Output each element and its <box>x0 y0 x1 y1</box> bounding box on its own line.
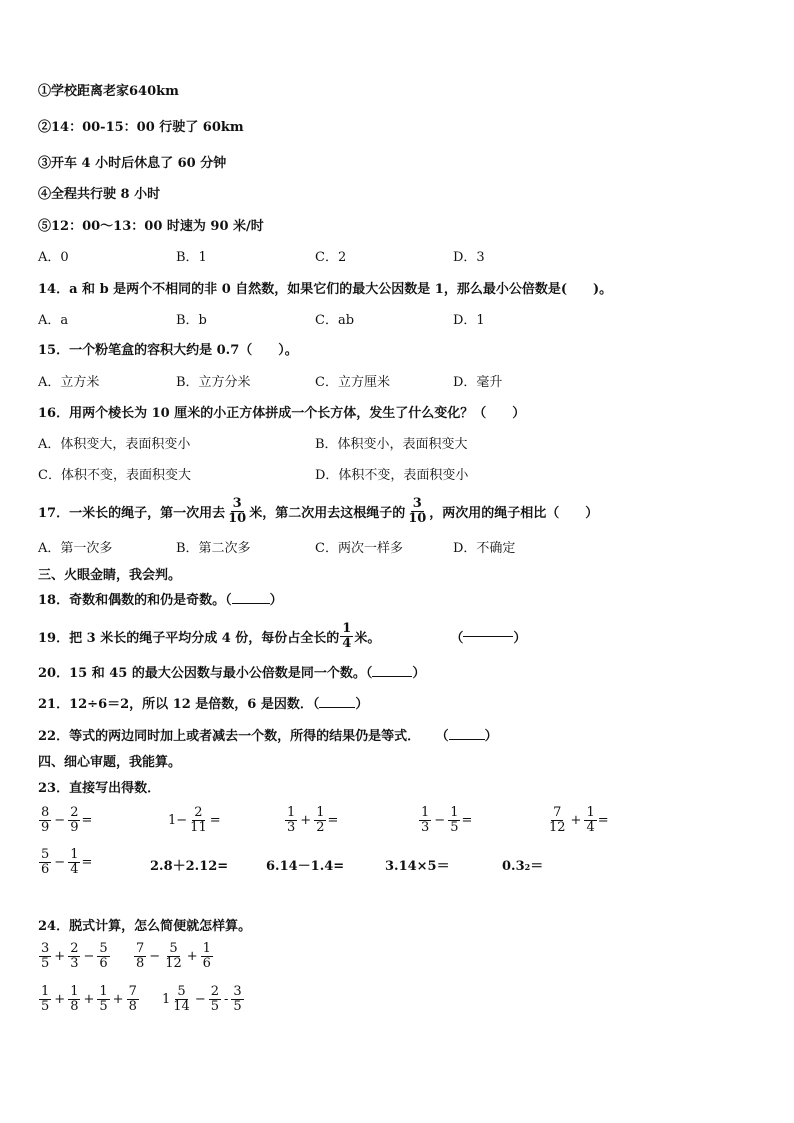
fraction-numerator: 1 <box>287 805 296 820</box>
fraction-numerator: 1 <box>342 621 352 636</box>
q18-close-paren: ） <box>269 593 283 608</box>
fraction-denominator: 4 <box>586 820 595 835</box>
q17-text-2: 米，第二次用去这根绳子的 <box>249 506 406 521</box>
q20-answer-blank[interactable] <box>372 676 412 677</box>
fraction-numerator: 1 <box>421 805 430 820</box>
q23-expression-7: 2.8＋2.12= <box>150 859 229 874</box>
q19-open-paren: （ <box>450 631 464 646</box>
base: 0.3 <box>502 859 525 874</box>
fraction <box>39 942 51 971</box>
fraction-numerator: 8 <box>41 805 50 820</box>
equals-sign: = <box>81 855 93 870</box>
q23-expression-4 <box>418 806 472 835</box>
option-d[interactable]: D．3 <box>453 250 485 265</box>
question-21 <box>38 696 368 714</box>
fraction-numerator: 1 <box>70 984 79 999</box>
q14-option-d[interactable]: D．1 <box>453 313 485 328</box>
fraction-denominator: 5 <box>99 999 108 1014</box>
fraction-numerator: 5 <box>99 941 108 956</box>
fraction-denominator: 8 <box>128 999 137 1014</box>
fraction-denominator: 2 <box>316 820 325 835</box>
fraction-numerator: 1 <box>450 805 459 820</box>
q21-answer-blank[interactable] <box>319 707 355 708</box>
question-16: 16．用两个棱长为 10 厘米的小正方体拼成一个长方体，发生了什么变化？（ ） <box>38 406 526 421</box>
q17-option-b[interactable]: B．第二次多 <box>176 541 251 556</box>
q23-expression-6 <box>38 848 92 877</box>
fraction <box>547 806 568 835</box>
q17-option-d[interactable]: D．不确定 <box>453 541 516 556</box>
fraction-denominator: 3 <box>421 820 430 835</box>
fraction-denominator: 12 <box>549 820 566 835</box>
q24-expression-3 <box>38 985 140 1014</box>
q17-option-c[interactable]: C．两次一样多 <box>315 541 403 556</box>
q17-fraction-1 <box>226 497 248 526</box>
fraction <box>97 942 109 971</box>
q14-option-c[interactable]: C．ab <box>315 313 355 328</box>
fraction-numerator: 7 <box>128 984 137 999</box>
operator: − <box>434 813 446 828</box>
fraction-denominator: 5 <box>450 820 459 835</box>
statement-1: ①学校距离老家640km <box>38 84 179 99</box>
operator: + <box>570 813 582 828</box>
fraction-numerator: 2 <box>70 805 79 820</box>
q23-expression-3 <box>284 806 338 835</box>
fraction-numerator: 7 <box>136 941 145 956</box>
equals-sign: = <box>597 813 609 828</box>
fraction-numerator: 5 <box>177 984 186 999</box>
fraction-numerator: 5 <box>169 941 178 956</box>
q19-fraction <box>340 622 353 651</box>
option-b[interactable]: B．1 <box>176 250 207 265</box>
q24-expression-1 <box>38 942 111 971</box>
fraction-denominator: 6 <box>202 956 211 971</box>
q15-option-b[interactable]: B．立方分米 <box>176 375 251 390</box>
fraction-denominator: 5 <box>210 999 220 1014</box>
q17-text-1: 17．一米长的绳子，第一次用去 <box>38 506 226 521</box>
q16-option-b[interactable]: B．体积变小，表面积变大 <box>315 437 468 452</box>
exponent: 2 <box>524 862 531 872</box>
fraction-denominator: 12 <box>165 956 182 971</box>
q21-close-paren: ） <box>355 697 369 712</box>
fraction-numerator: 1 <box>70 847 79 862</box>
fraction <box>188 806 209 835</box>
question-17 <box>38 497 598 526</box>
q22-text: 22．等式的两边同时加上或者减去一个数，所得的结果仍是等式． <box>38 729 421 744</box>
question-18 <box>38 592 283 610</box>
equals-sign: = <box>209 813 221 828</box>
fraction-numerator: 5 <box>41 847 50 862</box>
q18-answer-blank[interactable] <box>232 603 270 604</box>
q19-close-paren: ） <box>513 631 527 646</box>
fraction-numerator: 1 <box>99 984 108 999</box>
equals-sign: = <box>461 813 473 828</box>
q16-option-d[interactable]: D．体积不变，表面积变小 <box>315 468 469 483</box>
fraction-denominator: 4 <box>70 862 79 877</box>
operator: + <box>300 813 312 828</box>
question-24-title: 24．脱式计算，怎么简便就怎样算。 <box>38 919 252 934</box>
q22-close-paren: ） <box>484 729 498 744</box>
question-19 <box>38 622 526 651</box>
fraction <box>314 806 326 835</box>
fraction <box>231 985 243 1014</box>
fraction-denominator: 14 <box>173 999 190 1014</box>
operator: + <box>54 949 66 964</box>
operator: − <box>54 855 66 870</box>
q20-close-paren: ） <box>412 666 426 681</box>
q17-option-a[interactable]: A．第一次多 <box>38 541 113 556</box>
fraction <box>68 985 80 1014</box>
fraction-numerator: 7 <box>553 805 562 820</box>
fraction-denominator: 3 <box>287 820 296 835</box>
option-c[interactable]: C．2 <box>315 250 347 265</box>
statement-5: ⑤12：00～13：00 时速为 90 米/时 <box>38 219 264 234</box>
operator: − <box>54 813 66 828</box>
question-20 <box>38 665 425 683</box>
question-14: 14．a 和 b 是两个不相同的非 0 自然数，如果它们的最大公因数是 1，那么最小公倍数是( )。 <box>38 282 613 297</box>
fraction-denominator: 8 <box>70 999 79 1014</box>
fraction-denominator: 10 <box>408 511 427 526</box>
fraction-denominator: 4 <box>342 636 352 651</box>
operator: − <box>83 949 95 964</box>
q24-expression-4 <box>162 985 245 1014</box>
fraction <box>68 806 80 835</box>
question-23-title: 23．直接写出得数． <box>38 781 161 796</box>
q19-answer-blank[interactable] <box>463 636 513 637</box>
fraction-numerator: 1 <box>586 805 595 820</box>
fraction-numerator: 3 <box>41 941 50 956</box>
fraction <box>171 985 192 1014</box>
fraction <box>127 985 139 1014</box>
q16-option-a[interactable]: A．体积变大，表面积变小 <box>38 437 191 452</box>
fraction <box>201 942 213 971</box>
fraction-denominator: 10 <box>228 511 247 526</box>
question-15: 15．一个粉笔盒的容积大约是 0.7（ ）。 <box>38 343 298 358</box>
fraction-numerator: 3 <box>232 496 242 511</box>
question-22 <box>38 728 498 746</box>
q14-option-b[interactable]: B．b <box>176 313 207 328</box>
fraction-denominator: 8 <box>136 956 145 971</box>
expression-prefix: 1− <box>168 813 188 828</box>
statement-3: ③开车 4 小时后休息了 60 分钟 <box>38 156 227 171</box>
q23-expression-1 <box>38 806 92 835</box>
equals-sign: = <box>81 813 93 828</box>
fraction-denominator: 11 <box>190 820 207 835</box>
q21-text: 21．12÷6＝2，所以 12 是倍数，6 是因数．（ <box>38 697 320 712</box>
q17-fraction-2 <box>406 497 428 526</box>
fraction-denominator: 5 <box>41 999 50 1014</box>
fraction <box>209 985 221 1014</box>
q23-expression-8: 6.14－1.4= <box>266 859 345 874</box>
operator: + <box>83 992 95 1007</box>
q20-text: 20．15 和 45 的最大公因数与最小公倍数是同一个数。（ <box>38 666 373 681</box>
fraction <box>68 942 80 971</box>
fraction <box>448 806 460 835</box>
fraction-numerator: 1 <box>41 984 50 999</box>
fraction-numerator: 1 <box>316 805 325 820</box>
q23-expression-9: 3.14×5＝ <box>385 859 450 874</box>
q19-text-1: 19．把 3 米长的绳子平均分成 4 份，每份占全长的 <box>38 631 340 646</box>
q14-option-a[interactable]: A．a <box>38 313 69 328</box>
equals-sign: ＝ <box>530 859 544 874</box>
statement-2: ②14：00-15：00 行驶了 60km <box>38 120 244 135</box>
q23-expression-10 <box>502 858 543 876</box>
q24-expression-2 <box>133 942 214 971</box>
q22-open-paren: （ <box>442 729 449 744</box>
whole-number: 1 <box>162 992 171 1007</box>
fraction-numerator: 3 <box>233 984 242 999</box>
fraction <box>97 985 109 1014</box>
fraction-numerator: 2 <box>194 805 203 820</box>
equals-sign: = <box>327 813 339 828</box>
q15-option-a[interactable]: A．立方米 <box>38 375 100 390</box>
operator: + <box>54 992 66 1007</box>
operator: + <box>112 992 124 1007</box>
fraction <box>134 942 146 971</box>
q15-option-c[interactable]: C．立方厘米 <box>315 375 390 390</box>
operator: - <box>224 992 229 1007</box>
q22-answer-blank[interactable] <box>449 739 485 740</box>
fraction-numerator: 1 <box>202 941 211 956</box>
operator: − <box>149 949 161 964</box>
fraction-denominator: 9 <box>41 820 50 835</box>
option-a[interactable]: A．0 <box>38 250 69 265</box>
fraction-denominator: 9 <box>70 820 79 835</box>
fraction <box>39 806 51 835</box>
operator: + <box>186 949 198 964</box>
statement-4: ④全程共行驶 8 小时 <box>38 187 161 202</box>
fraction-denominator: 6 <box>99 956 108 971</box>
q23-expression-2 <box>168 806 221 835</box>
fraction-numerator: 2 <box>70 941 79 956</box>
fraction-denominator: 5 <box>233 999 242 1014</box>
fraction <box>39 848 51 877</box>
fraction-denominator: 6 <box>41 862 50 877</box>
q16-option-c[interactable]: C．体积不变，表面积变大 <box>38 468 191 483</box>
q17-text-3: ，两次用的绳子相比（ ） <box>429 506 599 521</box>
fraction <box>584 806 596 835</box>
operator: − <box>194 992 206 1007</box>
q19-text-2: 米。 <box>354 631 381 646</box>
fraction <box>163 942 184 971</box>
fraction <box>285 806 297 835</box>
q15-option-d[interactable]: D．毫升 <box>453 375 503 390</box>
q23-expression-5 <box>546 806 609 835</box>
q18-text: 18．奇数和偶数的和仍是奇数。（ <box>38 593 232 608</box>
fraction-numerator: 2 <box>210 984 220 999</box>
fraction <box>419 806 431 835</box>
fraction-denominator: 5 <box>41 956 50 971</box>
fraction-numerator: 3 <box>412 496 422 511</box>
fraction <box>68 848 80 877</box>
section-4-heading: 四、细心审题，我能算。 <box>38 755 182 770</box>
fraction <box>39 985 51 1014</box>
fraction-denominator: 3 <box>70 956 79 971</box>
section-3-heading: 三、火眼金睛，我会判。 <box>38 568 182 583</box>
